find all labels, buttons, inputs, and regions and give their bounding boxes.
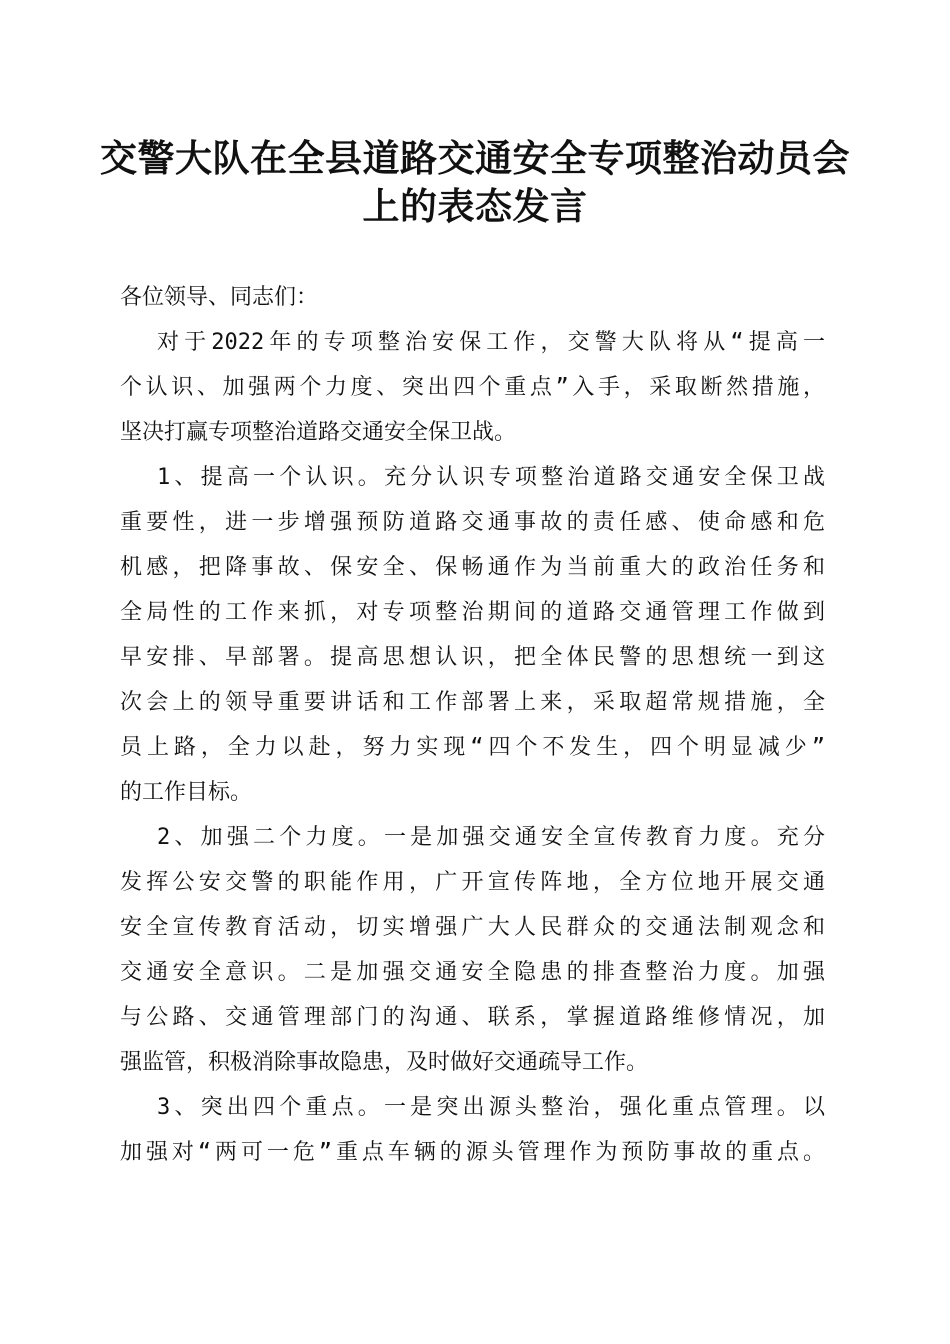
paragraph-line: 坚决打赢专项整治道路交通安全保卫战。 bbox=[120, 420, 517, 445]
paragraph-line: 对于2022年的专项整治安保工作，交警大队将从“提高一 bbox=[157, 330, 825, 355]
paragraph-line: 的工作目标。 bbox=[120, 780, 253, 805]
paragraph-line: 个认识、加强两个力度、突出四个重点”入手，采取断然措施， bbox=[120, 375, 825, 400]
paragraph-line: 发挥公安交警的职能作用，广开宣传阵地，全方位地开展交通 bbox=[120, 870, 825, 895]
paragraph-line: 与公路、交通管理部门的沟通、联系，掌握道路维修情况，加 bbox=[120, 1005, 825, 1030]
paragraph-line: 加强对“两可一危”重点车辆的源头管理作为预防事故的重点。 bbox=[120, 1140, 825, 1165]
document-title bbox=[60, 134, 890, 230]
paragraph-line: 2、加强二个力度。一是加强交通安全宣传教育力度。充分 bbox=[157, 825, 825, 850]
paragraph-line: 早安排、早部署。提高思想认识，把全体民警的思想统一到这 bbox=[120, 645, 825, 670]
paragraph-section-1 bbox=[120, 455, 825, 815]
paragraph-line: 交通安全意识。二是加强交通安全隐患的排查整治力度。加强 bbox=[120, 960, 825, 985]
title-line-1: 交警大队在全县道路交通安全专项整治动员会 bbox=[100, 136, 850, 180]
paragraph-section-2 bbox=[120, 815, 825, 1085]
paragraph-line: 重要性，进一步增强预防道路交通事故的责任感、使命感和危 bbox=[120, 510, 825, 535]
paragraph-line: 安全宣传教育活动，切实增强广大人民群众的交通法制观念和 bbox=[120, 915, 825, 940]
title-line-2: 上的表态发言 bbox=[362, 184, 588, 228]
paragraph-line: 机感，把降事故、保安全、保畅通作为当前重大的政治任务和 bbox=[120, 555, 825, 580]
paragraph-intro bbox=[120, 320, 825, 455]
paragraph-line: 员上路，全力以赴，努力实现“四个不发生，四个明显减少” bbox=[120, 735, 825, 760]
paragraph-line: 次会上的领导重要讲话和工作部署上来，采取超常规措施，全 bbox=[120, 690, 825, 715]
paragraph-line: 全局性的工作来抓，对专项整治期间的道路交通管理工作做到 bbox=[120, 600, 825, 625]
paragraph-line: 1、提高一个认识。充分认识专项整治道路交通安全保卫战 bbox=[157, 465, 825, 490]
document-body bbox=[120, 275, 825, 1175]
paragraph-line: 3、突出四个重点。一是突出源头整治，强化重点管理。以 bbox=[157, 1095, 825, 1120]
salutation: 各位领导、同志们： bbox=[120, 285, 319, 310]
paragraph-line: 强监管，积极消除事故隐患，及时做好交通疏导工作。 bbox=[120, 1050, 649, 1075]
paragraph-section-3 bbox=[120, 1085, 825, 1175]
